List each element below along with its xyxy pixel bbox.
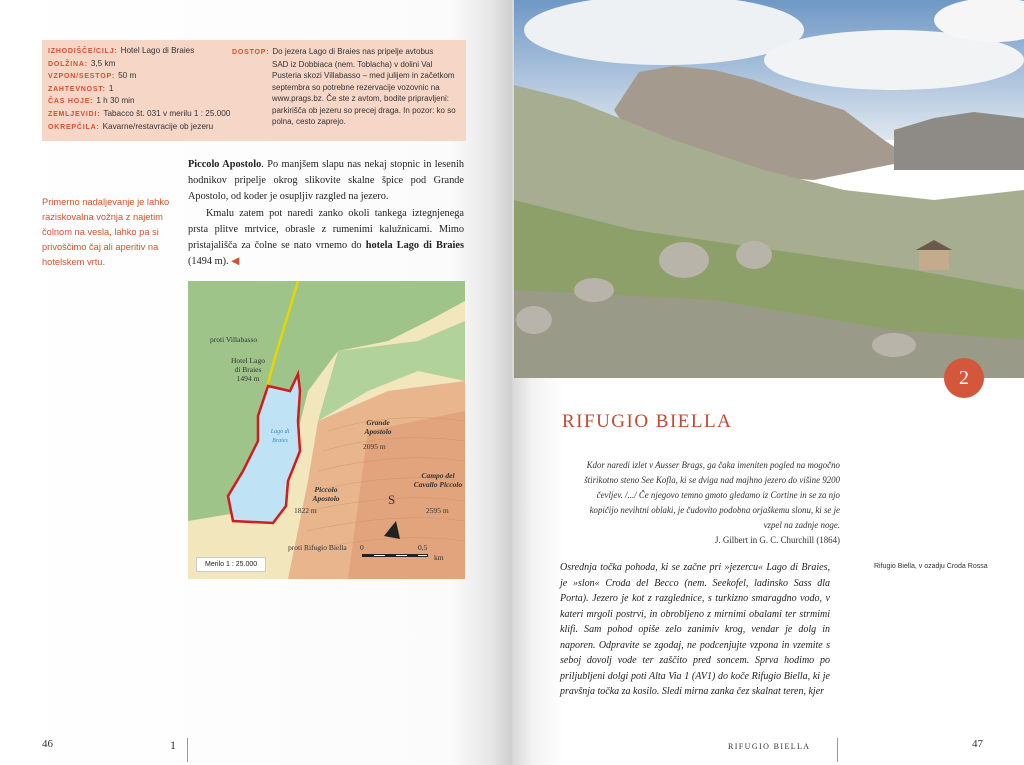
map-graphic xyxy=(188,281,465,579)
right-page xyxy=(512,0,1024,765)
margin-note: Primerno nadaljevanje je lahko raziskovalna vožnja z najetim čolnom na vesla, lahko pa si privoščimo čaj ali aperitiv na hotelskem vrtu. xyxy=(42,197,170,267)
chapter-title: RIFUGIO BIELLA xyxy=(562,411,733,432)
footer-divider xyxy=(837,738,838,762)
section-number: 1 xyxy=(170,738,176,752)
footer-divider xyxy=(187,738,188,762)
info-row xyxy=(48,59,228,72)
map-scale-label: Merilo 1 : 25.000 xyxy=(196,557,266,572)
info-row xyxy=(48,108,231,122)
info-value: 50 m xyxy=(118,71,137,81)
route-info-box xyxy=(42,40,466,141)
info-value: Tabacco št. 031 v merilu 1 : 25.000 xyxy=(103,108,231,118)
info-value: 3,5 km xyxy=(90,58,116,68)
info-row xyxy=(48,46,228,59)
info-label: OKREPČILA: xyxy=(48,123,100,131)
scale-bar xyxy=(362,554,428,557)
info-value: Hotel Lago di Braies xyxy=(120,46,195,55)
info-label: ČAS HOJE: xyxy=(48,98,94,106)
info-label: DOLŽINA: xyxy=(48,60,88,68)
photo-caption: Rifugio Biella, v ozadju Croda Rossa xyxy=(874,563,988,570)
north-arrow-label: S xyxy=(388,492,396,507)
epigraph: Kdor naredi izlet v Ausser Brags, ga čaka imeniten pogled na mogočno štirikotno steno See Kofla, ki se dviga nad majhno jezero do višine 9200 čevljev. /.../ Če njegovo temno gmoto gledamo iz Cortine in se za njo kopičijo nevihtni oblaki, je čudovito podobna orjaškemu slonu, ki se je vzpel na zadnje noge. J. Gilbert in G. C. Churchill (1864) xyxy=(584,460,840,546)
info-row xyxy=(48,71,228,84)
page-number: 47 xyxy=(972,738,983,750)
info-row xyxy=(48,84,228,97)
body-text: Piccolo Apostolo. Po manjšem slapu nas nekaj stopnic in lesenih hodnikov pripelje okrog slikovite skalne špice pod Grande Apostolo, od koder je osupljiv razgled na jezero. Kmalu zatem pot naredi zanko okoli tankega iztegnjenega prsta plitve mrtvice, obrasle z rumenimi kalužnicami. Mimo pristajališča za čolne se nato vrnemo do hotela Lago di Braies (1494 m). ◀ xyxy=(188,159,464,268)
page-number: 46 xyxy=(42,738,53,750)
info-label: ZAHTEVNOST: xyxy=(48,85,106,93)
info-value: 1 xyxy=(108,83,114,93)
access-info: DOSTOP: Do jezera Lago di Braies nas pripelje avtobus SAD iz Dobbiaca (nem. Toblacha) v dolini Val Pusteria skozi Villabasso – med julijem in začetkom septembra so potrebne rezervacije vozovnic na www.prags.bz. Če ste z avtom, bodite pripravljeni: parkirišča ob jezeru so precej draga. In pozor: ko so polna, cesto zaprejo. xyxy=(232,47,456,126)
end-marker-icon: ◀ xyxy=(231,256,240,268)
info-label: VZPON/SESTOP: xyxy=(48,73,116,81)
route-facts xyxy=(48,46,231,134)
info-label: ZEMLJEVIDI: xyxy=(48,110,101,118)
mountain-photo xyxy=(514,0,1024,378)
intro-text: Osrednja točka pohoda, ki se začne pri »jezercu« Lago di Braies, je »slon« Croda del Becco (nem. Seekofel, ladinsko Sass dla Porta). Jezero je kot z razglednice, s turkizno smaragdno vodo, v kateri mrgoli postrvi, in obrobljeno z mirnimi obalami ter strmimi klifi. Sam pohod opiše zelo zanimiv krog, vendar je dolg in naporen. Odpravite se zgodaj, ne podcenjujte vzpona in vzemite s seboj dovolj vode ter zaščito pred soncem. Sprva hodimo po priljubljeni dolgi poti Alta Via 1 (AV1) do koče Rifugio Biella, ki je pravšnja točka za kosilo. Sledi mirna zanka čez skalnat teren, kjer xyxy=(560,562,830,697)
info-row xyxy=(48,96,228,109)
info-row xyxy=(48,122,228,135)
route-map: proti Villabasso Hotel Lago di Braies 1494 m Lago di Braies Grande Apostolo 2095 m Piccolo Apostolo 1822 m Campo del Cavallo Piccolo 2595 m S proti Rifugio Biella 0 0,5 km Merilo 1 : 25.000 xyxy=(188,281,465,579)
info-value: 1 h 30 min xyxy=(96,96,135,106)
running-head: RIFUGIO BIELLA xyxy=(728,742,811,751)
chapter-number-badge: 2 xyxy=(944,358,984,398)
info-label: IZHODIŠČE/CILJ: xyxy=(48,48,118,55)
info-value: Kavarne/restavracije ob jezeru xyxy=(102,121,214,131)
